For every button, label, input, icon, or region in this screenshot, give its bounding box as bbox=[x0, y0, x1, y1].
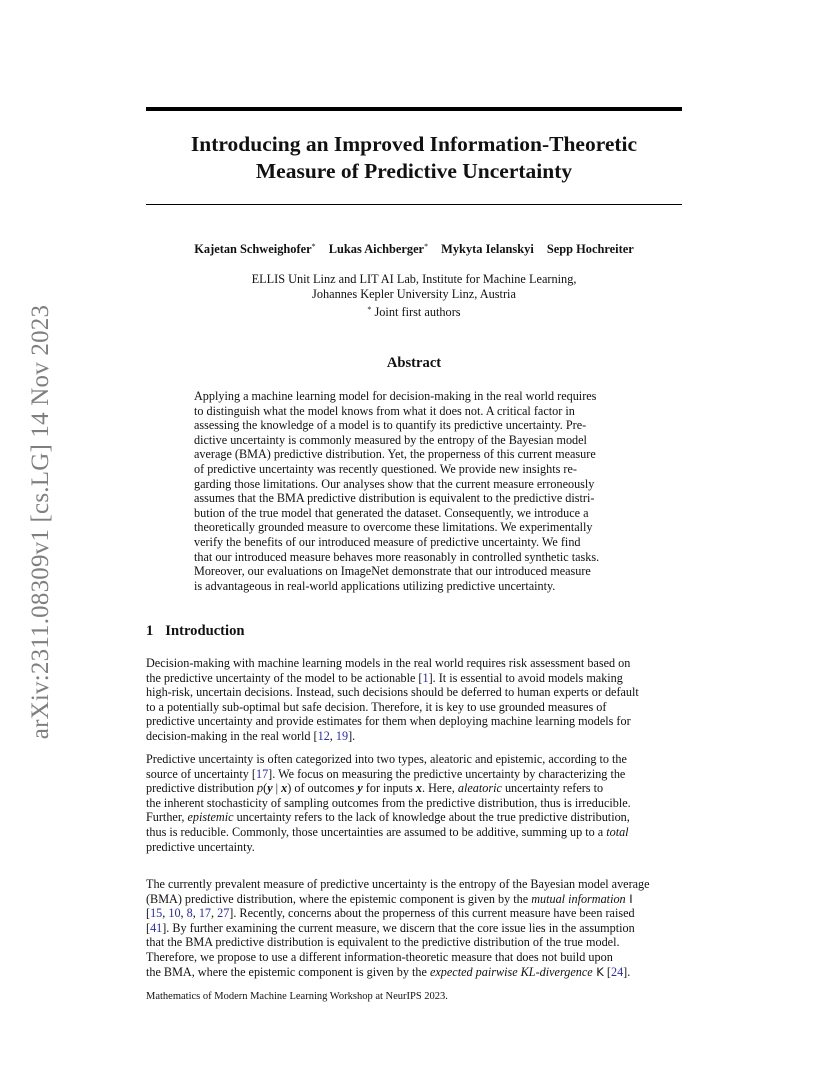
text-run: source of uncertainty [ bbox=[146, 766, 256, 781]
abstract-line: Applying a machine learning model for decision-making in the real world requires bbox=[194, 389, 597, 403]
text-run: for inputs bbox=[362, 781, 416, 796]
text-run: uncertainty refers to the lack of knowledge about the true predictive distribution, bbox=[233, 810, 630, 825]
emphasis: expected pairwise KL-divergence bbox=[429, 964, 593, 979]
text-run: [ bbox=[146, 906, 151, 921]
affiliation-line-1: ELLIS Unit Linz and LIT AI Lab, Institute for Machine Learning, bbox=[251, 272, 577, 286]
citation-link[interactable]: 27 bbox=[217, 906, 230, 921]
abstract-line: average (BMA) predictive distribution. Yet, the properness of this current measure bbox=[194, 447, 596, 462]
paragraph-line: to a potentially sub-optimal but safe decision. Therefore, it is key to use grounded measures of bbox=[146, 699, 607, 714]
text-run: thus is reducible. Commonly, those uncertainties are assumed to be additive, summing up to a bbox=[146, 824, 607, 839]
paragraph-line: The currently prevalent measure of predictive uncertainty is the entropy of the Bayesian model average bbox=[146, 877, 650, 891]
affiliation-line-2: Johannes Kepler University Linz, Austria bbox=[312, 287, 516, 301]
joint-authors-note bbox=[146, 302, 682, 320]
paragraph-line: the inherent stochasticity of sampling outcomes from the predictive distribution, thus is irreducible. bbox=[146, 795, 631, 810]
title-top-rule bbox=[146, 107, 682, 111]
math-symbol: p bbox=[257, 781, 264, 796]
text-run: uncertainty refers to bbox=[501, 781, 604, 796]
abstract-line: to distinguish what the model knows from what it does not. A critical factor in bbox=[194, 403, 575, 418]
paragraph-line bbox=[146, 825, 686, 840]
math-symbol: x bbox=[281, 781, 288, 796]
author-name: Mykyta Ielanskyi bbox=[441, 242, 534, 256]
venue-footnote: Mathematics of Modern Machine Learning Workshop at NeurIPS 2023. bbox=[146, 991, 448, 1002]
text-run: predictive distribution bbox=[146, 781, 258, 796]
math-symbol: I bbox=[625, 891, 633, 906]
abstract-line: assumes that the BMA predictive distribution is equivalent to the predictive distri- bbox=[194, 491, 595, 506]
math-symbol: | bbox=[272, 781, 282, 796]
abstract-line: verify the benefits of our introduced measure of predictive uncertainty. We find bbox=[194, 534, 581, 549]
title-line-2: Measure of Predictive Uncertainty bbox=[255, 159, 573, 183]
abstract-body bbox=[194, 389, 634, 593]
emphasis: epistemic bbox=[187, 810, 234, 825]
note-text: Joint first authors bbox=[371, 305, 461, 319]
math-symbol: x bbox=[415, 781, 422, 796]
paragraph-line bbox=[146, 767, 686, 782]
author bbox=[547, 242, 634, 256]
abstract-line: dictive uncertainty is commonly measured by the entropy of the Bayesian model bbox=[194, 432, 587, 447]
citation-link[interactable]: 19 bbox=[335, 728, 349, 743]
citation-link[interactable]: 1 bbox=[422, 670, 429, 685]
abstract-line: bution of the true model that generated the dataset. Consequently, we introduce a bbox=[194, 505, 589, 520]
text-run: ]. It is essential to avoid models making bbox=[428, 670, 623, 685]
text-run: ]. bbox=[348, 728, 356, 743]
paragraph-line bbox=[146, 965, 686, 980]
text-run: [ bbox=[146, 920, 151, 935]
abstract-line: garding those limitations. Our analyses show that the current measure erroneously bbox=[194, 476, 595, 491]
emphasis: mutual information bbox=[531, 891, 626, 906]
paragraph-line: predictive uncertainty and provide estimates for them when deploying machine learning models for bbox=[146, 714, 631, 729]
note-mark: * bbox=[367, 305, 372, 314]
citation-link[interactable]: 8 bbox=[186, 906, 193, 921]
section-title: Introduction bbox=[165, 623, 245, 639]
text-run: [ bbox=[603, 964, 611, 979]
abstract-line: assessing the knowledge of a model is to quantify its predictive uncertainty. Pre- bbox=[194, 418, 587, 433]
citation-link[interactable]: 17 bbox=[198, 906, 211, 921]
text-run: Further, bbox=[146, 810, 188, 825]
abstract-line: Moreover, our evaluations on ImageNet demonstrate that our introduced measure bbox=[194, 564, 591, 579]
citation-link[interactable]: 24 bbox=[610, 964, 624, 979]
text-run: ]. bbox=[623, 964, 631, 979]
title-line-1: Introducing an Improved Information-Theoretic bbox=[190, 132, 638, 156]
citation-link[interactable]: 17 bbox=[255, 766, 269, 781]
text-run: ]. We focus on measuring the predictive uncertainty by characterizing the bbox=[268, 766, 626, 781]
citation-link[interactable]: 41 bbox=[150, 920, 163, 935]
author-mark: * bbox=[311, 242, 316, 251]
abstract-line: of predictive uncertainty was recently questioned. We provide new insights re- bbox=[194, 461, 577, 476]
text-run: (BMA) predictive distribution, where the epistemic component is given by the bbox=[146, 891, 532, 906]
math-symbol: y bbox=[357, 781, 363, 796]
author bbox=[194, 242, 315, 256]
abstract-line: that our introduced measure behaves more reasonably in controlled synthetic tasks. bbox=[194, 549, 600, 564]
math-symbol: K bbox=[592, 964, 604, 979]
paragraph-line: [15, 10, 8, 17, 27]. Recently, concerns about the properness of this current measure have been raised bbox=[146, 906, 635, 921]
paragraph-line: Decision-making with machine learning models in the real world requires risk assessment based on bbox=[146, 656, 631, 670]
text-run: . Here, bbox=[422, 781, 458, 796]
paragraph-line bbox=[146, 781, 686, 796]
author bbox=[441, 242, 534, 256]
text-run: decision-making in the real world [ bbox=[146, 728, 318, 743]
paragraph-line: predictive uncertainty. bbox=[146, 839, 255, 854]
paragraph-line bbox=[146, 810, 686, 825]
citation-link[interactable]: 10 bbox=[168, 906, 181, 921]
arxiv-identifier bbox=[22, 282, 60, 762]
text-run: of outcomes bbox=[291, 781, 358, 796]
abstract-line: theoretically grounded measure to overcome these limitations. We experimentally bbox=[194, 520, 593, 535]
paragraph-line: Predictive uncertainty is often categorized into two types, aleatoric and epistemic, according to the bbox=[146, 752, 627, 766]
section-heading bbox=[146, 623, 245, 640]
text-run: ]. Recently, concerns about the properness of this current measure have been raised bbox=[229, 906, 635, 921]
paragraph-line: high-risk, uncertain decisions. Instead, such decisions should be deferred to human experts or default bbox=[146, 685, 639, 700]
citation-link[interactable]: 12 bbox=[317, 728, 330, 743]
intro-paragraph-2 bbox=[146, 752, 686, 854]
arxiv-identifier-text: arXiv:2311.08309v1 [cs.LG] 14 Nov 2023 bbox=[27, 304, 54, 740]
citation-link[interactable]: 15 bbox=[150, 906, 163, 921]
text-run: the predictive uncertainty of the model to be actionable [ bbox=[146, 670, 423, 685]
title-bottom-rule bbox=[146, 204, 682, 205]
math-symbol: ( bbox=[263, 781, 268, 796]
intro-paragraph-1 bbox=[146, 656, 686, 744]
paper-title bbox=[146, 131, 682, 185]
author-name: Lukas Aichberger bbox=[328, 242, 425, 256]
author-name: Kajetan Schweighofer bbox=[194, 242, 312, 256]
intro-paragraph-3 bbox=[146, 877, 686, 979]
paragraph-line: that the BMA predictive distribution is equivalent to the predictive distribution of the true model. bbox=[146, 935, 620, 950]
text-run: ]. By further examining the current measure, we discern that the core issue lies in the assumption bbox=[162, 920, 635, 935]
emphasis: total bbox=[606, 824, 629, 839]
author bbox=[329, 242, 428, 256]
author-list bbox=[146, 242, 682, 257]
emphasis: aleatoric bbox=[457, 781, 502, 796]
paragraph-line bbox=[146, 729, 686, 744]
abstract-line: is advantageous in real-world applications utilizing predictive uncertainty. bbox=[194, 578, 556, 593]
abstract-heading: Abstract bbox=[386, 355, 442, 371]
text-run: , bbox=[329, 728, 336, 743]
math-symbol: y bbox=[267, 781, 273, 796]
paragraph-line: Therefore, we propose to use a different information-theoretic measure that does not build upon bbox=[146, 949, 613, 964]
text-run: the BMA, where the epistemic component is given by the bbox=[146, 964, 430, 979]
paragraph-line bbox=[146, 892, 686, 907]
math-symbol: ) bbox=[287, 781, 292, 796]
affiliation bbox=[146, 272, 682, 320]
author-name: Sepp Hochreiter bbox=[546, 242, 634, 256]
author-mark: * bbox=[424, 242, 429, 251]
paragraph-line bbox=[146, 921, 686, 936]
paragraph-line bbox=[146, 671, 686, 686]
section-number: 1 bbox=[146, 623, 154, 639]
